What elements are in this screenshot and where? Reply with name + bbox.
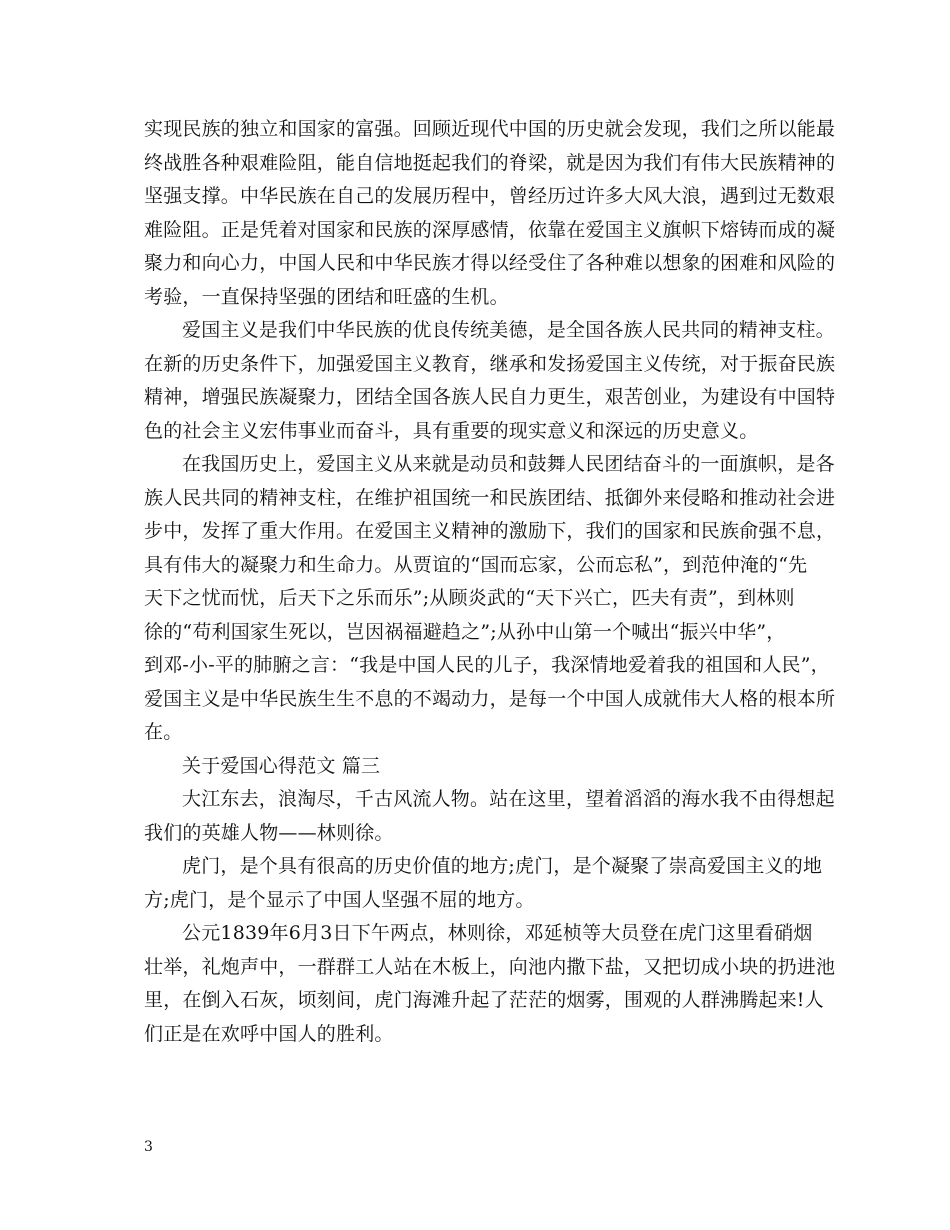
text-line: 方;虎门，是个显示了中国人坚强不屈的地方。 [144, 888, 535, 911]
text-line: 坚强支撑。中华民族在自己的发展历程中，曾经历过许多大风大浪，遇到过无数艰 [144, 185, 836, 207]
text-line: 难险阻。正是凭着对国家和民族的深厚感情，依靠在爱国主义旗帜下熔铸而成的凝 [144, 218, 836, 241]
text-line: 里，在倒入石灰，顷刻间，虎门海滩升起了茫茫的烟雾，围观的人群沸腾起来!人 [144, 989, 824, 1011]
text-line: 聚力和向心力，中国人民和中华民族才得以经受住了各种难以想象的困难和风险的 [144, 252, 836, 274]
text-line: 公元1839年6月3日下午两点，林则徐，邓延桢等大员登在虎门这里看硝烟 [182, 922, 813, 944]
text-line: 在。 [144, 721, 183, 743]
text-line: 色的社会主义宏伟事业而奋斗，具有重要的现实意义和深远的历史意义。 [144, 419, 759, 442]
text-line: 徐的“苟利国家生死以，岂因祸福避趋之”;从孙中山第一个喊出“振兴中华”， [144, 620, 786, 643]
text-line: 到邓-小-平的肺腑之言：“我是中国人民的儿子，我深情地爱着我的祖国和人民”， [144, 654, 830, 676]
text-line: 终战胜各种艰难险阻，能自信地挺起我们的脊梁，就是因为我们有伟大民族精神的 [144, 151, 836, 174]
text-line: 步中，发挥了重大作用。在爱国主义精神的激励下，我们的国家和民族俞强不息， [144, 520, 836, 542]
text-line: 爱国主义是我们中华民族的优良传统美德，是全国各族人民共同的精神支柱。 [182, 319, 835, 341]
text-line: 我们的英雄人物——林则徐。 [144, 821, 394, 844]
text-line: 实现民族的独立和国家的富强。回顾近现代中国的历史就会发现，我们之所以能最 [144, 118, 836, 140]
text-line: 关于爱国心得范文 篇三 [182, 754, 381, 777]
text-line: 天下之忧而忧，后天下之乐而乐”;从顾炎武的“天下兴亡，匹夫有责”，到林则 [144, 587, 795, 609]
text-line: 具有伟大的凝聚力和生命力。从贾谊的“国而忘家，公而忘私”，到范仲淹的“先 [144, 553, 808, 576]
text-line: 们正是在欢呼中国人的胜利。 [144, 1022, 394, 1045]
text-line: 虎门，是个具有很高的历史价值的地方;虎门，是个凝聚了崇高爱国主义的地 [182, 855, 823, 877]
text-line: 在我国历史上，爱国主义从来就是动员和鼓舞人民团结奋斗的一面旗帜，是各 [182, 453, 835, 475]
document-body [144, 113, 836, 1051]
text-line: 在新的历史条件下，加强爱国主义教育，继承和发扬爱国主义传统，对于振奋民族 [144, 352, 836, 375]
text-line: 考验，一直保持坚强的团结和旺盛的生机。 [144, 285, 509, 308]
text-line: 族人民共同的精神支柱，在维护祖国统一和民族团结、抵御外来侵略和推动社会进 [144, 486, 836, 509]
text-line: 爱国主义是中华民族生生不息的不竭动力，是每一个中国人成就伟大人格的根本所 [144, 687, 836, 710]
page-number: 3 [144, 1139, 153, 1155]
text-line: 大江东去，浪淘尽，千古风流人物。站在这里，望着滔滔的海水我不由得想起 [182, 788, 835, 810]
text-line: 精神，增强民族凝聚力，团结全国各族人民自力更生，艰苦创业，为建设有中国特 [144, 386, 836, 408]
text-line: 壮举，礼炮声中，一群群工人站在木板上，向池内撒下盐，又把切成小块的扔进池 [144, 955, 836, 978]
